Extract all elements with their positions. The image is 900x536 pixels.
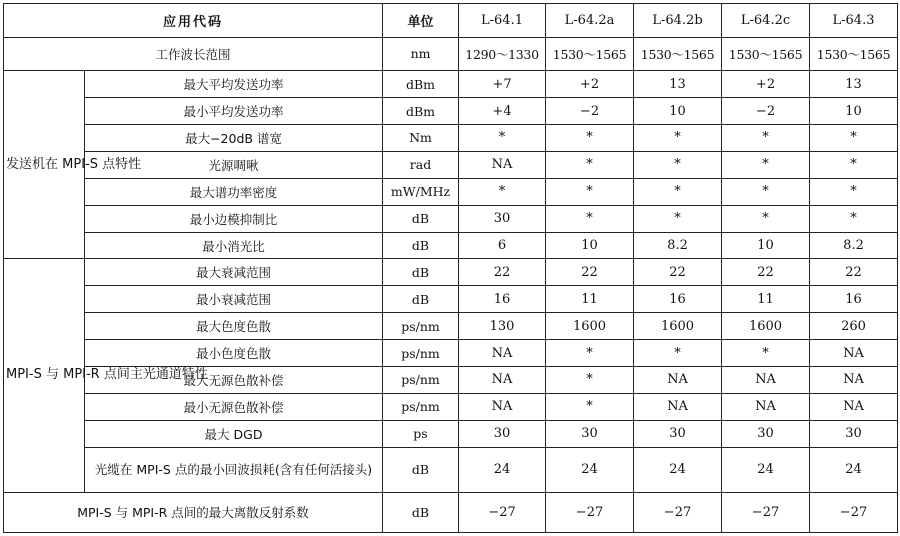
value-cell: NA [810,393,898,420]
wavelength-label: 工作波长范围 [4,37,383,71]
value-cell: −2 [722,98,810,125]
value-cell: 10 [546,232,634,259]
header-code: L-64.2c [722,4,810,38]
value-cell: 24 [546,447,634,492]
param-cell: 最小边模抑制比 [85,205,383,232]
value-cell: 24 [722,447,810,492]
value-cell: * [722,340,810,367]
wavelength-value: 1290～1330 [459,37,546,71]
footer-unit: dB [383,492,459,532]
unit-cell: dB [383,447,459,492]
table-row [4,71,898,98]
group-label-transmitter: 发送机在 MPI-S 点特性 [4,71,85,259]
group-label-channel: MPI-S 与 MPI-R 点间主光通道特性 [4,259,85,492]
value-cell: * [634,125,722,152]
param-cell: 最大−20dB 谱宽 [85,125,383,152]
footer-row [4,492,898,532]
value-cell: NA [459,151,546,178]
value-cell: * [459,178,546,205]
wavelength-unit: nm [383,37,459,71]
value-cell: 10 [634,98,722,125]
value-cell: +4 [459,98,546,125]
value-cell: 6 [459,232,546,259]
header-code: L-64.2b [634,4,722,38]
table-row [4,286,898,313]
value-cell: * [810,125,898,152]
wavelength-row [4,37,898,71]
value-cell: * [722,178,810,205]
param-cell: 最大衰减范围 [85,259,383,286]
value-cell: 10 [810,98,898,125]
footer-param: MPI-S 与 MPI-R 点间的最大离散反射系数 [4,492,383,532]
unit-cell: dB [383,259,459,286]
value-cell: NA [459,340,546,367]
value-cell: 22 [459,259,546,286]
param-cell: 光缆在 MPI-S 点的最小回波损耗(含有任何活接头) [85,447,383,492]
value-cell: NA [810,367,898,394]
unit-cell: dB [383,205,459,232]
value-cell: 11 [722,286,810,313]
unit-cell: mW/MHz [383,178,459,205]
param-cell: 最小无源色散补偿 [85,393,383,420]
value-cell: 16 [810,286,898,313]
value-cell: 24 [810,447,898,492]
value-cell: * [722,151,810,178]
value-cell: * [634,151,722,178]
header-row [4,4,898,38]
unit-cell: rad [383,151,459,178]
value-cell: * [722,125,810,152]
value-cell: NA [810,340,898,367]
value-cell: * [546,393,634,420]
unit-cell: Nm [383,125,459,152]
param-cell: 最大无源色散补偿 [85,367,383,394]
wavelength-value: 1530～1565 [722,37,810,71]
spec-table-body [4,4,898,533]
unit-cell: ps/nm [383,313,459,340]
value-cell: 30 [722,420,810,447]
param-cell: 最大平均发送功率 [85,71,383,98]
header-param: 应用代码 [4,4,383,38]
value-cell: NA [459,367,546,394]
value-cell: * [546,367,634,394]
param-cell: 最小色度色散 [85,340,383,367]
value-cell: * [546,151,634,178]
footer-value: −27 [459,492,546,532]
footer-value: −27 [810,492,898,532]
value-cell: 24 [634,447,722,492]
value-cell: 30 [459,420,546,447]
value-cell: * [546,125,634,152]
table-row [4,340,898,367]
value-cell: 16 [459,286,546,313]
header-code: L-64.3 [810,4,898,38]
value-cell: 22 [810,259,898,286]
table-row [4,178,898,205]
value-cell: 11 [546,286,634,313]
unit-cell: ps/nm [383,340,459,367]
value-cell: 24 [459,447,546,492]
param-cell: 最小消光比 [85,232,383,259]
param-cell: 最大 DGD [85,420,383,447]
value-cell: * [634,178,722,205]
value-cell: NA [459,393,546,420]
value-cell: 30 [459,205,546,232]
header-code: L-64.1 [459,4,546,38]
value-cell: * [810,178,898,205]
value-cell: NA [634,393,722,420]
header-unit: 单位 [383,4,459,38]
value-cell: 1600 [546,313,634,340]
unit-cell: dBm [383,71,459,98]
value-cell: 10 [722,232,810,259]
value-cell: 30 [546,420,634,447]
value-cell: 1600 [634,313,722,340]
value-cell: 22 [546,259,634,286]
value-cell: 16 [634,286,722,313]
value-cell: NA [722,393,810,420]
value-cell: 8.2 [634,232,722,259]
spec-table [3,3,898,533]
value-cell: 22 [634,259,722,286]
table-row [4,259,898,286]
value-cell: NA [722,367,810,394]
table-row [4,98,898,125]
value-cell: * [810,205,898,232]
unit-cell: dBm [383,98,459,125]
value-cell: * [459,125,546,152]
table-row [4,232,898,259]
footer-value: −27 [634,492,722,532]
value-cell: * [546,178,634,205]
value-cell: NA [634,367,722,394]
value-cell: 13 [634,71,722,98]
value-cell: * [546,205,634,232]
value-cell: 130 [459,313,546,340]
value-cell: 260 [810,313,898,340]
unit-cell: dB [383,232,459,259]
value-cell: +7 [459,71,546,98]
value-cell: 8.2 [810,232,898,259]
table-row [4,125,898,152]
table-row [4,447,898,492]
value-cell: 1600 [722,313,810,340]
unit-cell: ps [383,420,459,447]
value-cell: +2 [546,71,634,98]
value-cell: 13 [810,71,898,98]
param-cell: 最小平均发送功率 [85,98,383,125]
header-code: L-64.2a [546,4,634,38]
wavelength-value: 1530～1565 [546,37,634,71]
value-cell: +2 [722,71,810,98]
table-row [4,393,898,420]
table-row [4,313,898,340]
value-cell: * [722,205,810,232]
table-row [4,205,898,232]
unit-cell: ps/nm [383,393,459,420]
table-row [4,420,898,447]
value-cell: * [634,205,722,232]
unit-cell: dB [383,286,459,313]
value-cell: * [546,340,634,367]
param-cell: 光源啁啾 [85,151,383,178]
param-cell: 最大色度色散 [85,313,383,340]
wavelength-value: 1530～1565 [634,37,722,71]
value-cell: * [810,151,898,178]
value-cell: −2 [546,98,634,125]
value-cell: 30 [810,420,898,447]
value-cell: 30 [634,420,722,447]
wavelength-value: 1530～1565 [810,37,898,71]
value-cell: 22 [722,259,810,286]
footer-value: −27 [546,492,634,532]
footer-value: −27 [722,492,810,532]
param-cell: 最小衰减范围 [85,286,383,313]
unit-cell: ps/nm [383,367,459,394]
param-cell: 最大谱功率密度 [85,178,383,205]
value-cell: * [634,340,722,367]
